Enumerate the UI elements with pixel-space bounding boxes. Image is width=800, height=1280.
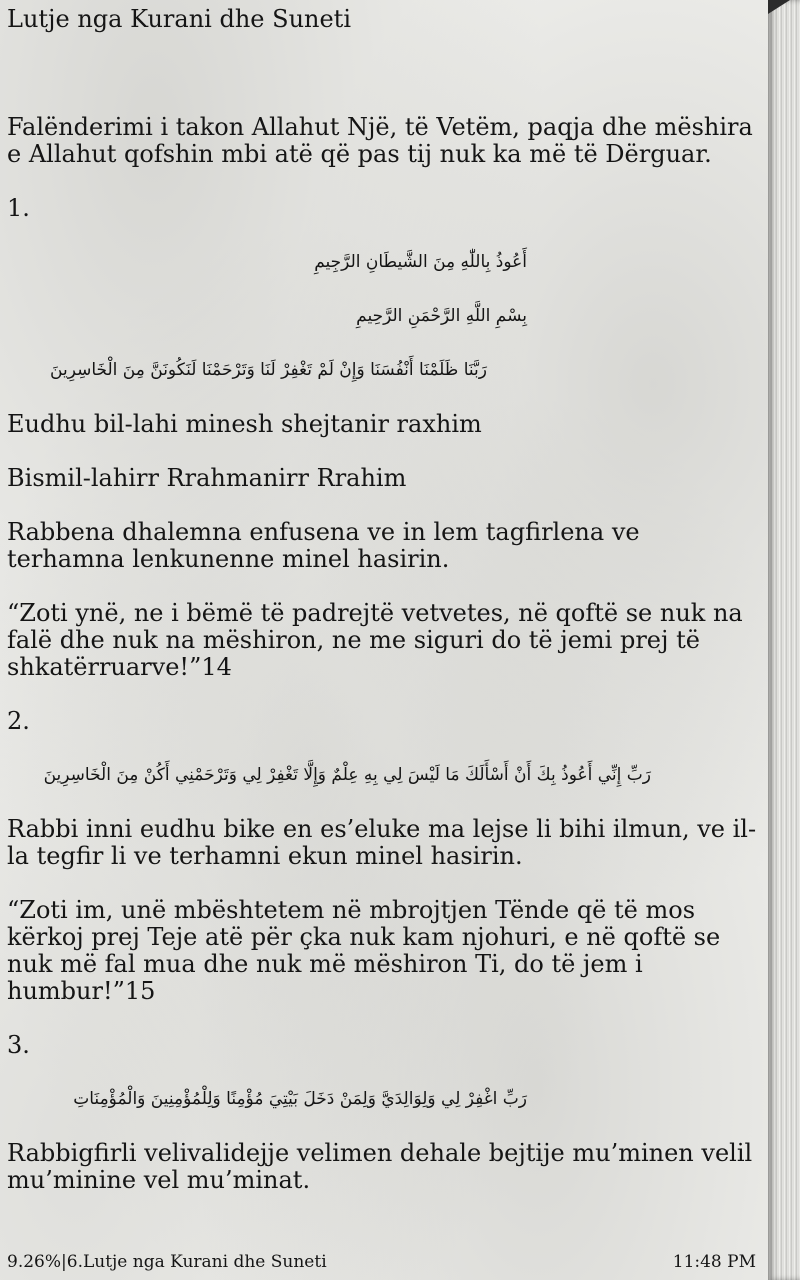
page-stack-edge[interactable] <box>768 0 800 1280</box>
arabic-text: رَبَّنَا ظَلَمْنَا أَنْفُسَنَا وَإِنْ لَمْ تَغْفِرْ لَنَا وَتَرْحَمْنَا لَنَكُونَنَّ مِنَ الْخَاسِرِينَ <box>50 360 487 380</box>
arabic-text: بِسْمِ اللَّهِ الرَّحْمَنِ الرَّحِيمِ <box>356 306 527 326</box>
transliteration: Rabbigfirli velivalidejje velimen dehale bejtije mu’minen velil mu’minine vel mu’minat. <box>7 1139 753 1194</box>
chapter-title: Lutje nga Kurani dhe Suneti <box>7 5 352 33</box>
reader-content[interactable] <box>7 6 763 1221</box>
section-number-3: 3. <box>7 1031 30 1059</box>
transliteration: Eudhu bil-lahi minesh shejtanir raxhim <box>7 410 482 438</box>
arabic-text: أَعُوذُ بِاللّٰهِ مِنَ الشَّيطَانِ الرَّجِيمِ <box>314 252 527 272</box>
translation: “Zoti im, unë mbështetem në mbrojtjen Tënde që të mos kërkoj prej Teje atë për çka nuk kam njohuri, e në qoftë se nuk më fal mua dhe nuk më mëshiron Ti, do të jem i humbur!”15 <box>7 896 721 1005</box>
reading-progress: 9.26% <box>7 1252 62 1272</box>
section-number-2: 2. <box>7 707 30 735</box>
section-number-1: 1. <box>7 194 30 222</box>
arabic-text: رَبِّ اغْفِرْ لِي وَلِوَالِدَيَّ وَلِمَنْ دَخَلَ بَيْتِيَ مُؤْمِنًا وَلِلْمُؤْمِنِينَ وَالْمُؤْمِنَاتِ <box>73 1089 527 1109</box>
clock: 11:48 PM <box>672 1252 756 1272</box>
chapter-name: 6.Lutje nga Kurani dhe Suneti <box>66 1252 327 1272</box>
footer-separator: | <box>61 1252 67 1272</box>
status-footer <box>7 1248 756 1276</box>
arabic-text: رَبِّ إِنِّي أَعُوذُ بِكَ أَنْ أَسْأَلَكَ مَا لَيْسَ لِي بِهِ عِلْمٌ وَإِلَّا تَغْفِرْ لِي وَتَرْحَمْنِي أَكُنْ مِنَ الْخَاسِرِينَ <box>43 765 651 785</box>
translation: “Zoti ynë, ne i bëmë të padrejtë vetvetes, në qoftë se nuk na falë dhe nuk na mëshiron, ne me siguri do të jemi prej të shkatërruarve!”14 <box>7 599 743 681</box>
intro-paragraph: Falënderimi i takon Allahut Një, të Vetëm, paqja dhe mëshira e Allahut qofshin mbi atë që pas tij nuk ka më të Dërguar. <box>7 113 753 168</box>
transliteration: Rabbena dhalemna enfusena ve in lem tagfirlena ve terhamna lenkunenne minel hasirin. <box>7 518 640 573</box>
transliteration: Rabbi inni eudhu bike en es’eluke ma lejse li bihi ilmun, ve il-la tegfir li ve terhamni ekun minel hasirin. <box>7 815 757 870</box>
footer-left <box>7 1248 327 1276</box>
transliteration: Bismil-lahirr Rrahmanirr Rrahim <box>7 464 407 492</box>
